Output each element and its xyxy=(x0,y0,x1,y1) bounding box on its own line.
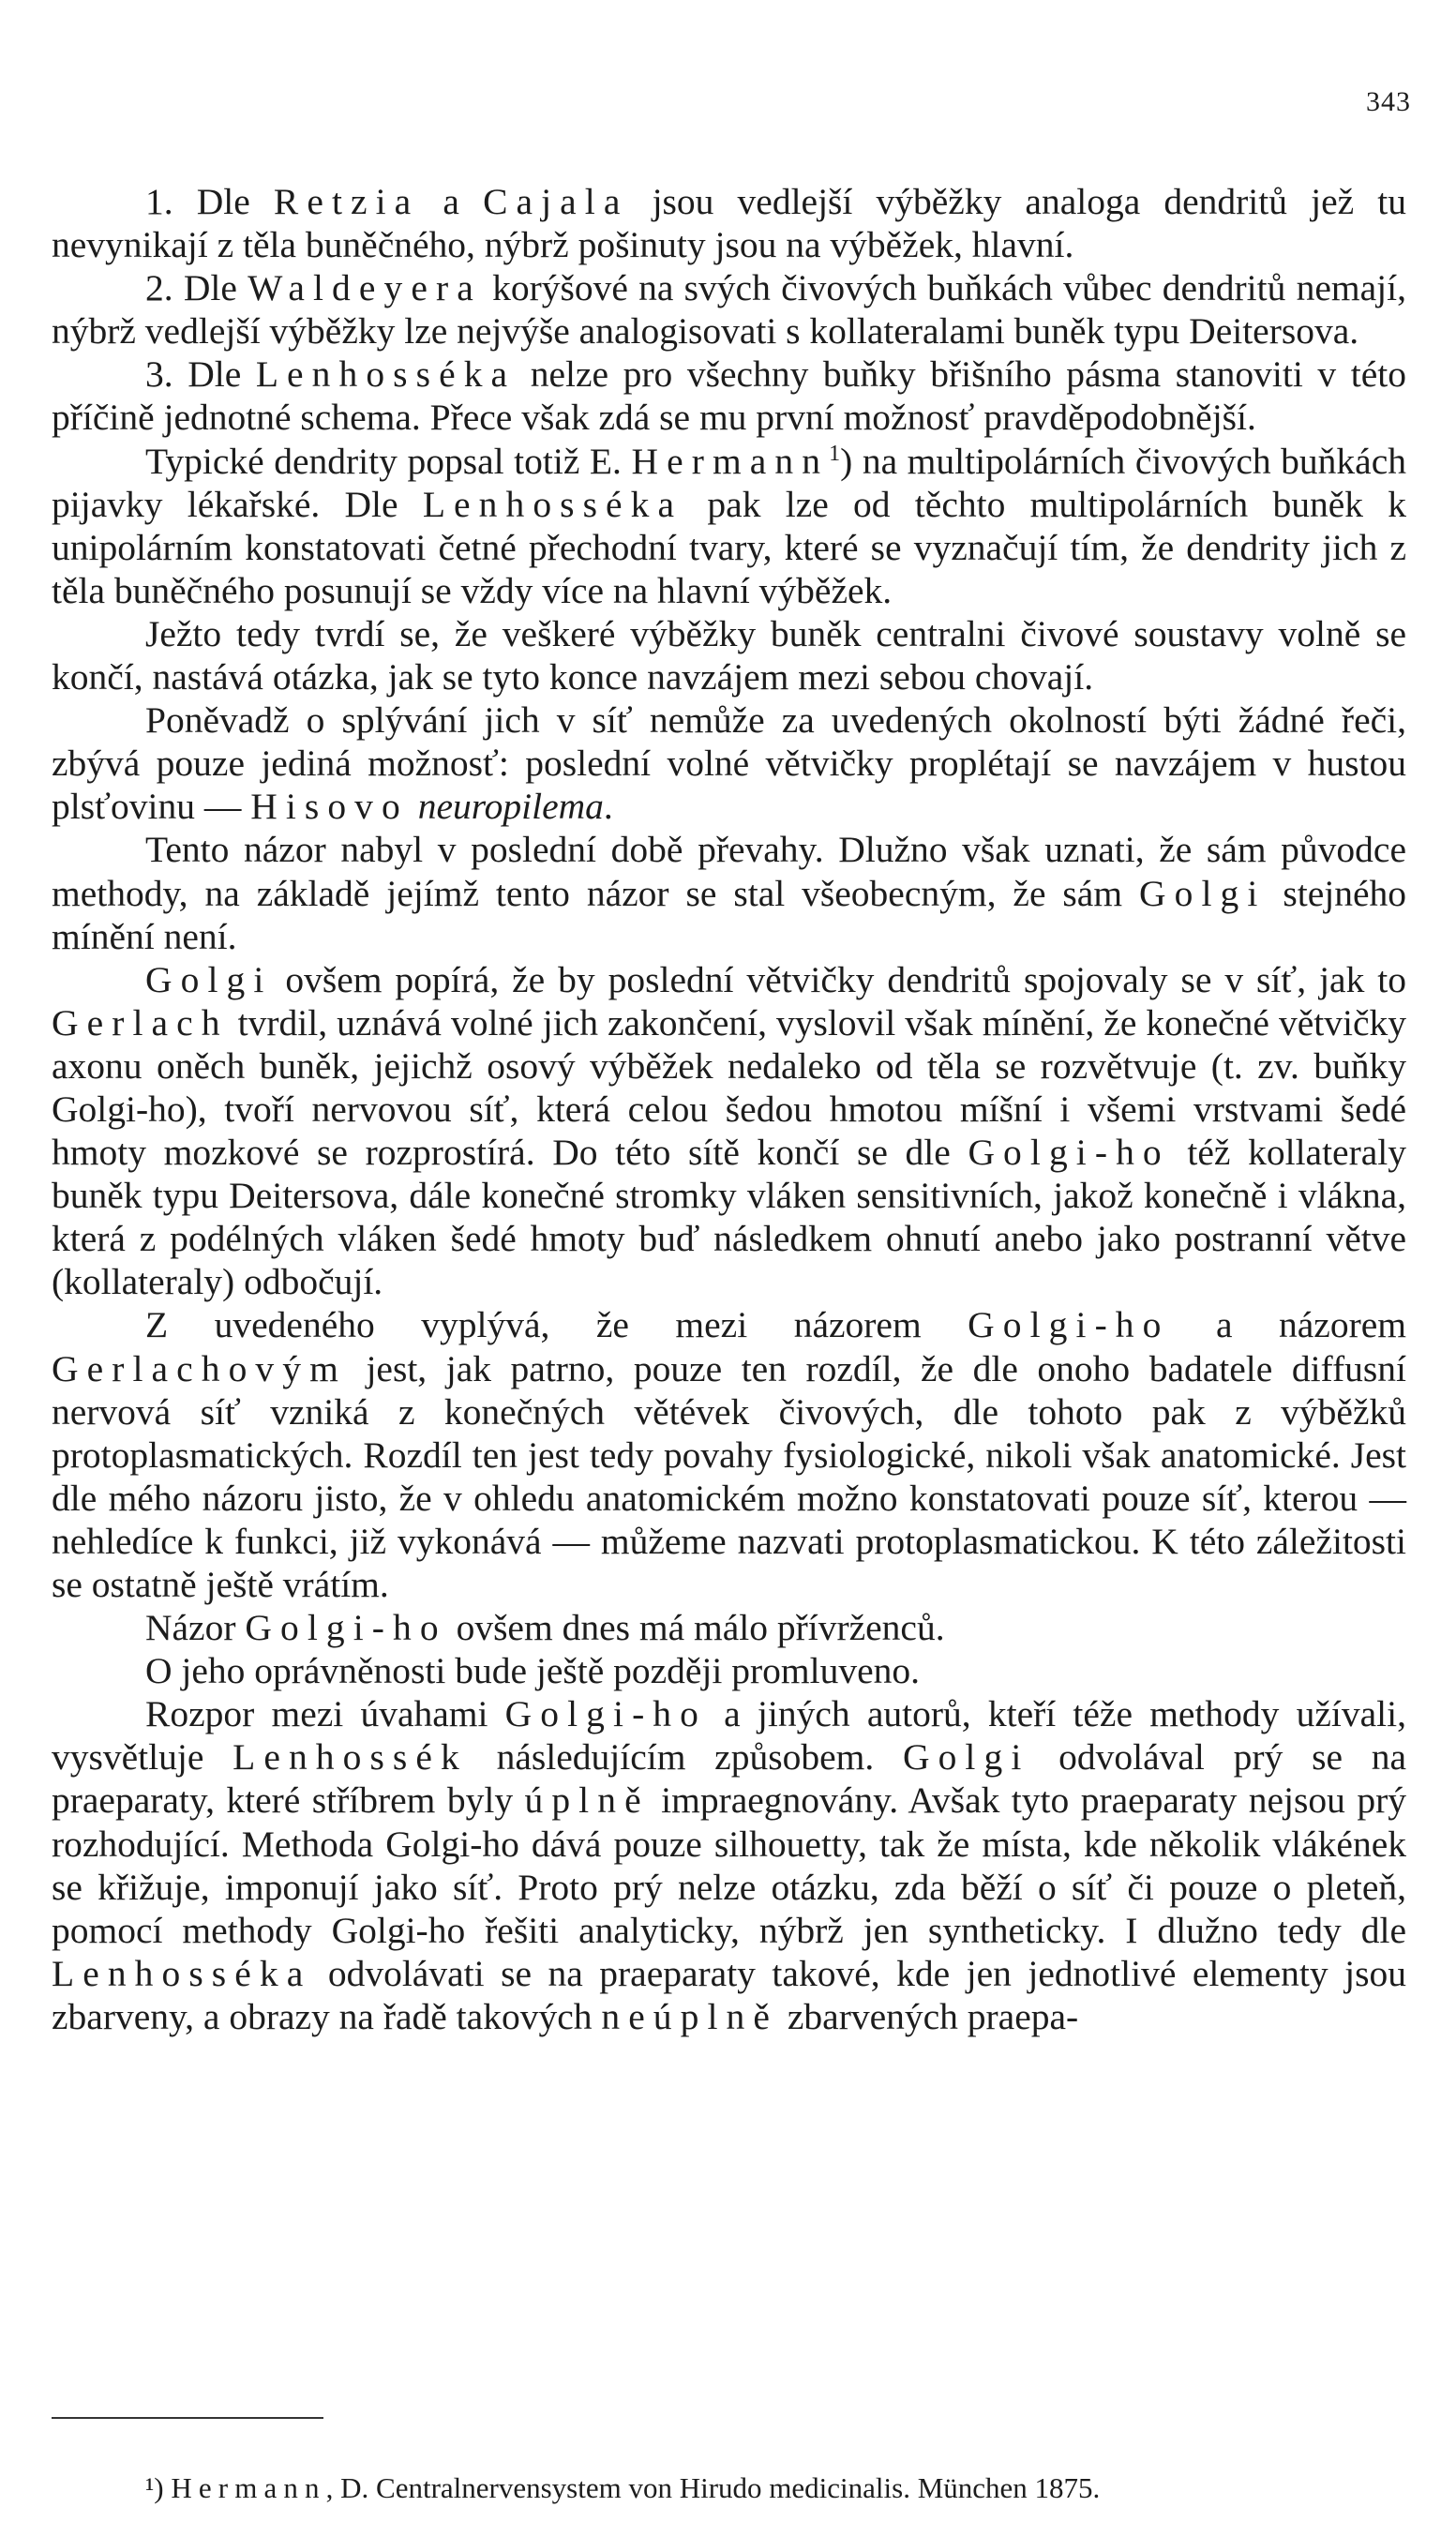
author-name: Lenhossék xyxy=(233,1736,468,1779)
body-text xyxy=(52,180,1406,2038)
paragraph-8: Golgi ovšem popírá, že by poslední větvičky dendritů spojovaly se v síť, jak to Gerlach tvrdil, uznává volné jich zakončení, vyslovil však mínění, že konečné větvičky axonu oněch buněk, jejichž osový výběžek nedaleko od těla se rozvětvuje (t. zv. buňky Golgi-ho), tvoří nervovou síť, která celou šedou hmotou míšní i všemi vrstvami šedé hmoty mozkové se rozprostírá. Do této sítě končí se dle Golgi-ho též kollateraly buněk typu Deitersova, dále konečné stromky vláken sensitivních, jakož konečně i vlákna, která z podélných vláken šedé hmoty buď následkem ohnutí anebo jako postranní větve (kollateraly) odbočují. xyxy=(52,958,1406,1303)
author-name: Golgi-ho xyxy=(504,1693,707,1735)
author-name: Lenhosséka xyxy=(422,483,683,525)
paragraph-2: 2. Dle Waldeyera korýšové na svých čivových buňkách vůbec dendritů nemají, nýbrž vedlejší výběžky lze nejvýše analogisovati s kollateralami buněk typu Deitersova. xyxy=(52,267,1406,353)
author-name: Hisovo xyxy=(250,786,409,828)
paragraph-1: 1. Dle Retzia a Cajala jsou vedlejší výběžky analoga dendritů jež tu nevynikají z těla buněčného, nýbrž pošinuty jsou na výběžek, hlavní. xyxy=(52,181,1406,266)
author-name: Golgi xyxy=(902,1736,1030,1779)
emphasis-spaced: neúplně xyxy=(601,1995,778,2037)
author-name: Golgi xyxy=(1139,872,1267,914)
footnote-divider xyxy=(52,2417,323,2419)
author-name: Hermann xyxy=(631,440,830,482)
footnote-text: , D. Centralnervensystem von Hirudo medicinalis. München 1875. xyxy=(325,2471,1101,2504)
emphasis-spaced: úplně xyxy=(524,1779,650,1822)
author-name: Golgi-ho xyxy=(968,1304,1170,1346)
author-name: Lenhosséka xyxy=(255,353,517,396)
author-name: Waldeyera xyxy=(248,267,482,309)
author-name: Retzia xyxy=(273,181,420,222)
footnote-mark: ¹) xyxy=(145,2471,164,2504)
paragraph-11: O jeho oprávněnosti bude ještě později promluveno. xyxy=(145,1650,921,1692)
paragraph-3: 3. Dle Lenhosséka nelze pro všechny buňky břišního pásma stanoviti v této příčině jednotné schema. Přece však zdá se mu první možnosť pravděpodobnější. xyxy=(52,353,1406,439)
footnote-reference: 1 xyxy=(829,441,841,466)
paragraph-9: Z uvedeného vyplývá, že mezi názorem Golgi-ho a názorem Gerlachovým jest, jak patrno, pouze ten rozdíl, že dle onoho badatele diffusní nervová síť vzniká z konečných větévek čivových, dle tohoto pak z výběžků protoplasmatických. Rozdíl ten jest tedy povahy fysiologické, nikoli však anatomické. Jest dle mého názoru jisto, že v ohledu anatomickém možno konstatovati pouze síť, kterou — nehledíce k funkci, již vykonává — můžeme nazvati protoplasmatickou. K této záležitosti se ostatně ještě vrátím. xyxy=(52,1304,1406,1605)
paragraph-6: Poněvadž o splývání jich v síť nemůže za uvedených okolností býti žádné řeči, zbývá pouze jediná možnosť: poslední volné větvičky proplétají se navzájem v hustou plsťovinu — Hisovo neuropilema. xyxy=(52,699,1406,828)
author-name: Golgi-ho xyxy=(968,1132,1170,1174)
paragraph-10: Názor Golgi-ho ovšem dnes má málo přívrženců. xyxy=(145,1607,945,1649)
paragraph-5: Ježto tedy tvrdí se, že veškeré výběžky buněk centralni čivové soustavy volně se končí, nastává otázka, jak se tyto konce navzájem mezi sebou chovají. xyxy=(52,612,1406,698)
author-name: Gerlach xyxy=(52,1001,229,1043)
author-name: Gerlachovým xyxy=(52,1347,347,1389)
page-number: 343 xyxy=(1366,86,1411,117)
paragraph-4: Typické dendrity popsal totiž E. Hermann$^1$) na multipolárních čivových buňkách pijavky lékařské. Dle Lenhosséka pak lze od těchto multipolárních buněk k unipolárním konstatovati četné přechodní tvary, které se vyznačují tím, že dendrity jich z těla buněčného posunují se vždy více na hlavní výběžek. xyxy=(52,440,1406,611)
author-name: Golgi xyxy=(145,958,273,1000)
footnote xyxy=(145,2471,1100,2505)
author-name: Golgi-ho xyxy=(245,1607,447,1649)
paragraph-12: Rozpor mezi úvahami Golgi-ho a jiných autorů, kteří téže methody užívali, vysvětluje Lenhossék následujícím způsobem. Golgi odvolával prý se na praeparaty, které stříbrem byly úplně impraegnovány. Avšak tyto praeparaty nejsou prý rozhodující. Methoda Golgi-ho dává pouze silhouetty, tak že místa, kde několik vlákének se křižuje, imponují jako síť. Proto prý nelze otázku, zda běží o síť či pouze o pleteň, pomocí methody Golgi-ho řešiti analyticky, nýbrž jen syntheticky. I dlužno tedy dle Lenhosséka odvolávati se na praeparaty takové, kde jen jednotlivé elementy jsou zbarveny, a obrazy na řadě takových neúplně zbarvených praepa- xyxy=(52,1693,1407,2037)
footnote-author: Hermann xyxy=(171,2471,326,2504)
term-italic: neuropilema xyxy=(417,786,604,828)
paragraph-7: Tento názor nabyl v poslední době převahy. Dlužno však uznati, že sám původce methody, na základě jejímž tento názor se stal všeobecným, že sám Golgi stejného mínění není. xyxy=(52,829,1406,957)
author-name: Cajala xyxy=(483,181,629,222)
author-name: Lenhosséka xyxy=(52,1952,312,1994)
